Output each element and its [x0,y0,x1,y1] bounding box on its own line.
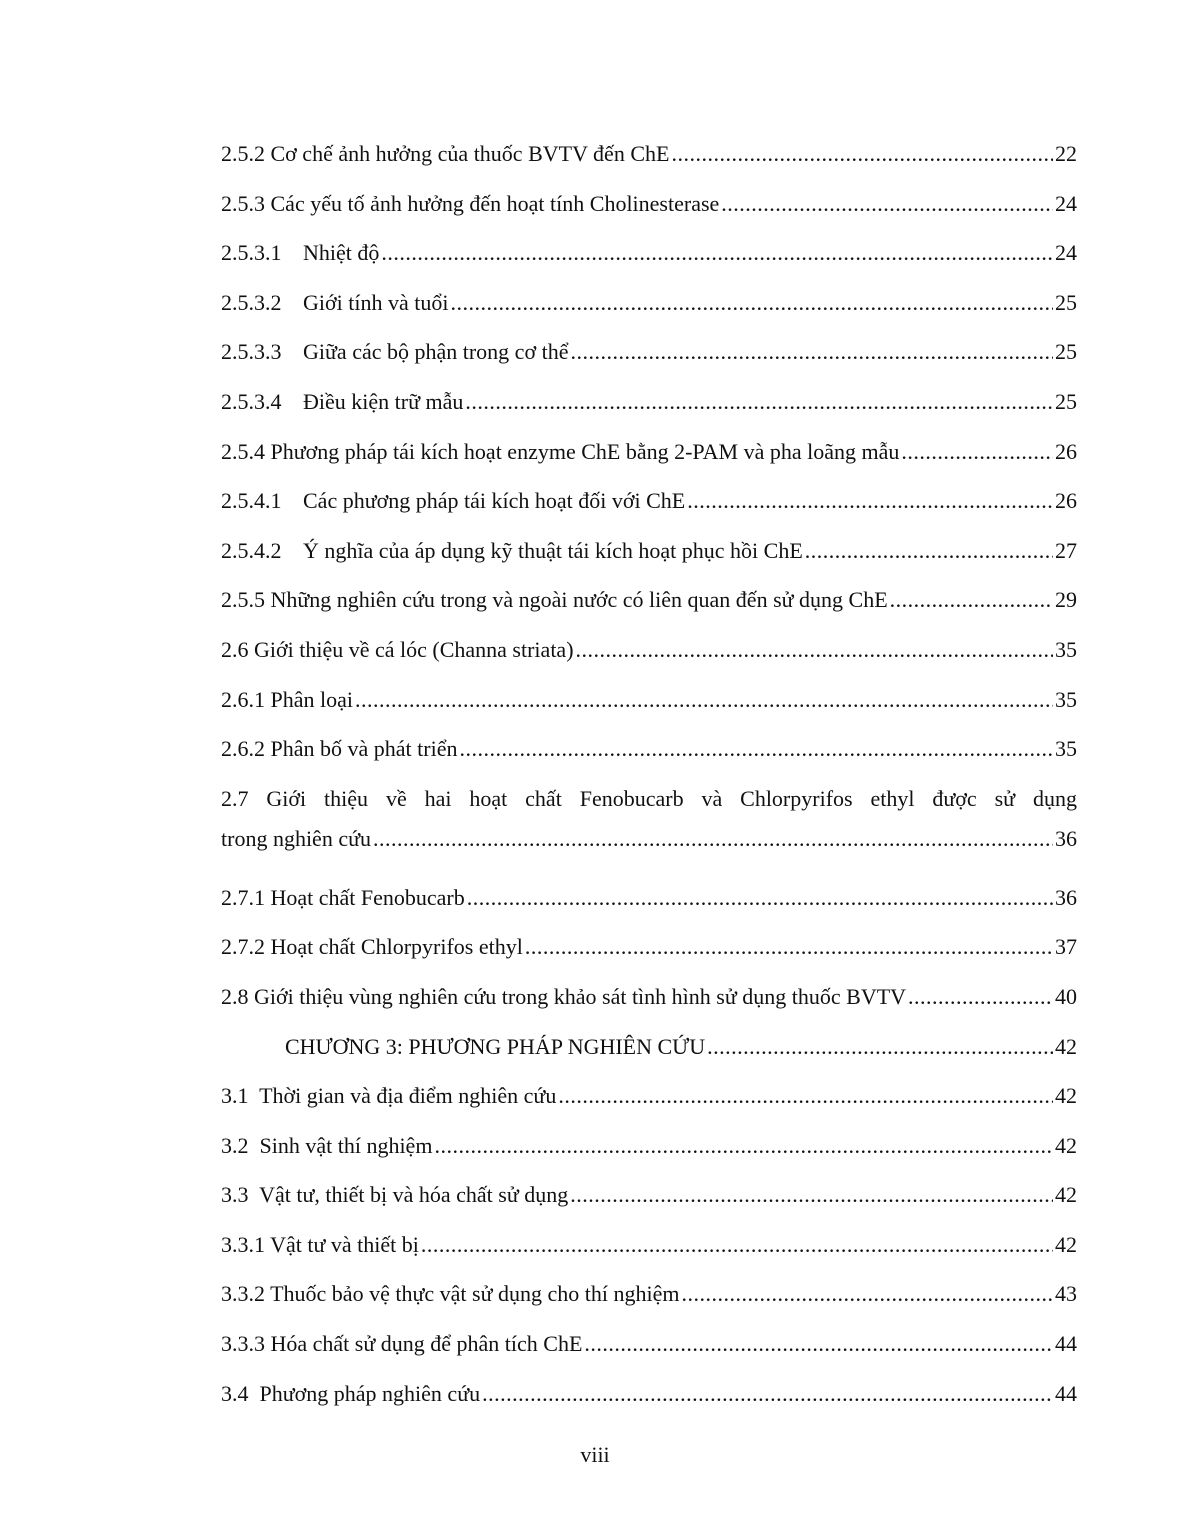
toc-entry[interactable] [221,979,1077,1029]
toc-page-number: 44 [1055,1380,1077,1406]
toc-entry[interactable] [221,1276,1077,1326]
toc-page-number: 44 [1055,1331,1077,1357]
toc-entry-text: Ý nghĩa của áp dụng kỹ thuật tái kích hoạt phục hồi ChE [303,537,803,563]
toc-entry[interactable] [221,434,1077,484]
toc-page-number: 42 [1055,1132,1077,1158]
toc-page-number: 26 [1055,488,1077,514]
toc-entry[interactable] [221,1078,1077,1128]
toc-entry[interactable] [221,235,1077,285]
toc-entry-label: 2.5.4 Phương pháp tái kích hoạt enzyme ChE bằng 2-PAM và pha loãng mẫu [221,438,900,464]
toc-entry[interactable] [221,1326,1077,1376]
toc-entry[interactable] [221,285,1077,335]
toc-page-number: 42 [1055,1033,1077,1059]
toc-entry-label [221,384,463,420]
toc-page-number: 35 [1055,736,1077,762]
toc-entry-label [221,483,685,519]
toc-entry-number: 2.5.3.1 [221,240,282,266]
toc-entry[interactable] [221,880,1077,930]
toc-page-number: 25 [1055,289,1077,315]
toc-leader-dots [576,632,1053,668]
toc-entry[interactable] [221,384,1077,434]
toc-leader-dots [381,235,1053,271]
toc-leader-dots [482,1376,1053,1412]
toc-entry-number: 2.5.4.2 [221,537,282,563]
toc-page-number: 36 [1055,884,1077,910]
toc-leader-dots [355,682,1053,718]
toc-leader-dots [558,1078,1053,1114]
toc-entry-multiline-continuation[interactable] [221,821,1077,880]
toc-entry-label: 2.6.2 Phân bố và phát triển [221,736,458,762]
toc-entry-text: Điều kiện trữ mẫu [303,388,464,414]
toc-leader-dots [687,483,1053,519]
toc-entry[interactable] [221,1177,1077,1227]
toc-leader-dots [908,979,1053,1015]
toc-page-number: 24 [1055,240,1077,266]
toc-entry[interactable] [221,334,1077,384]
toc-page-number: 42 [1055,1231,1077,1257]
toc-entry-label: 2.7.2 Hoạt chất Chlorpyrifos ethyl [221,934,523,960]
table-of-contents [221,136,1077,1425]
toc-entry-label: 3.3.2 Thuốc bảo vệ thực vật sử dụng cho thí nghiệm [221,1281,680,1307]
toc-leader-dots [721,186,1053,222]
toc-page-number: 42 [1055,1182,1077,1208]
toc-page-number: 26 [1055,438,1077,464]
toc-page-number: 35 [1055,636,1077,662]
toc-entry-label: 2.5.5 Những nghiên cứu trong và ngoài nước có liên quan đến sử dụng ChE [221,587,888,613]
toc-entry-label [221,334,568,370]
toc-entry[interactable] [221,533,1077,583]
toc-leader-dots [805,533,1053,569]
toc-entry-label: 3.3.3 Hóa chất sử dụng để phân tích ChE [221,1331,583,1357]
toc-entry-label [221,285,448,321]
toc-entry[interactable] [221,582,1077,632]
toc-leader-dots [467,880,1053,916]
toc-entry-label: 2.5.2 Cơ chế ảnh hưởng của thuốc BVTV đến ChE [221,141,670,166]
toc-entry-label: 3.4 Phương pháp nghiên cứu [221,1380,481,1406]
toc-entry[interactable] [221,1227,1077,1277]
toc-leader-dots [570,334,1053,370]
toc-leader-dots [584,1326,1053,1362]
toc-chapter-entry[interactable] [221,1029,1077,1079]
toc-entry-label: 3.3 Vật tư, thiết bị và hóa chất sử dụng [221,1182,569,1208]
toc-entry[interactable] [221,186,1077,236]
toc-page-number: 37 [1055,934,1077,960]
toc-entry[interactable] [221,1376,1077,1426]
toc-entry-number: 2.5.3.4 [221,388,282,414]
toc-page-number: 27 [1055,537,1077,563]
toc-entry[interactable] [221,731,1077,781]
toc-entry-label-line1: 2.7 Giới thiệu về hai hoạt chất Fenobucarb và Chlorpyrifos ethyl được sử dụng [221,785,1077,811]
toc-leader-dots [373,821,1053,857]
toc-entry[interactable] [221,483,1077,533]
toc-page-number: 29 [1055,587,1077,613]
toc-leader-dots [901,434,1053,470]
toc-leader-dots [681,1276,1053,1312]
toc-leader-dots [525,929,1053,965]
toc-page-number: 40 [1055,983,1077,1009]
toc-page-number: 36 [1055,825,1077,851]
toc-entry-label: 3.2 Sinh vật thí nghiệm [221,1132,433,1158]
toc-entry-label: 2.6.1 Phân loại [221,686,353,712]
toc-leader-dots [450,285,1053,321]
toc-entry-number: 2.5.3.2 [221,289,282,315]
toc-page-number: 35 [1055,686,1077,712]
toc-leader-dots [671,136,1053,172]
toc-entry-label: 2.8 Giới thiệu vùng nghiên cứu trong khảo sát tình hình sử dụng thuốc BVTV [221,983,907,1009]
toc-entry-label-line2: trong nghiên cứu [221,825,372,851]
toc-entry-label [221,235,379,271]
toc-leader-dots [465,384,1053,420]
toc-page-number: 25 [1055,339,1077,365]
toc-entry-number: 2.5.4.1 [221,488,282,514]
toc-chapter-label: CHƯƠNG 3: PHƯƠNG PHÁP NGHIÊN CỨU [285,1033,706,1059]
toc-entry-text: Giữa các bộ phận trong cơ thể [303,339,569,365]
toc-entry-label: 3.3.1 Vật tư và thiết bị [221,1231,419,1257]
toc-page-number: 22 [1055,141,1077,166]
toc-entry-text: Các phương pháp tái kích hoạt đối với ChE [303,488,686,514]
toc-leader-dots [570,1177,1053,1213]
toc-page-number: 24 [1055,190,1077,216]
page-footer-number: viii [580,1442,610,1467]
toc-leader-dots [421,1227,1053,1263]
toc-page-number: 25 [1055,388,1077,414]
toc-page-number: 42 [1055,1083,1077,1109]
toc-entry-label: 2.5.3 Các yếu tố ảnh hưởng đến hoạt tính Cholinesterase [221,190,720,216]
toc-entry-text: Giới tính và tuổi [303,289,449,315]
toc-entry-label: 2.6 Giới thiệu về cá lóc (Channa striata) [221,636,574,662]
toc-entry-label [221,533,803,569]
toc-entry-text: Nhiệt độ [303,240,380,266]
toc-leader-dots [459,731,1053,767]
toc-entry-multiline[interactable] [221,781,1077,821]
toc-entry-number: 2.5.3.3 [221,339,282,365]
toc-entry[interactable] [221,632,1077,682]
toc-entry[interactable] [221,682,1077,732]
toc-page-number: 43 [1055,1281,1077,1307]
toc-leader-dots [434,1128,1053,1164]
toc-leader-dots [707,1029,1053,1065]
toc-entry-label: 3.1 Thời gian và địa điểm nghiên cứu [221,1083,557,1109]
toc-leader-dots [890,582,1053,618]
toc-entry[interactable] [221,929,1077,979]
toc-entry[interactable] [221,136,1077,186]
toc-entry[interactable] [221,1128,1077,1178]
toc-entry-label: 2.7.1 Hoạt chất Fenobucarb [221,884,465,910]
